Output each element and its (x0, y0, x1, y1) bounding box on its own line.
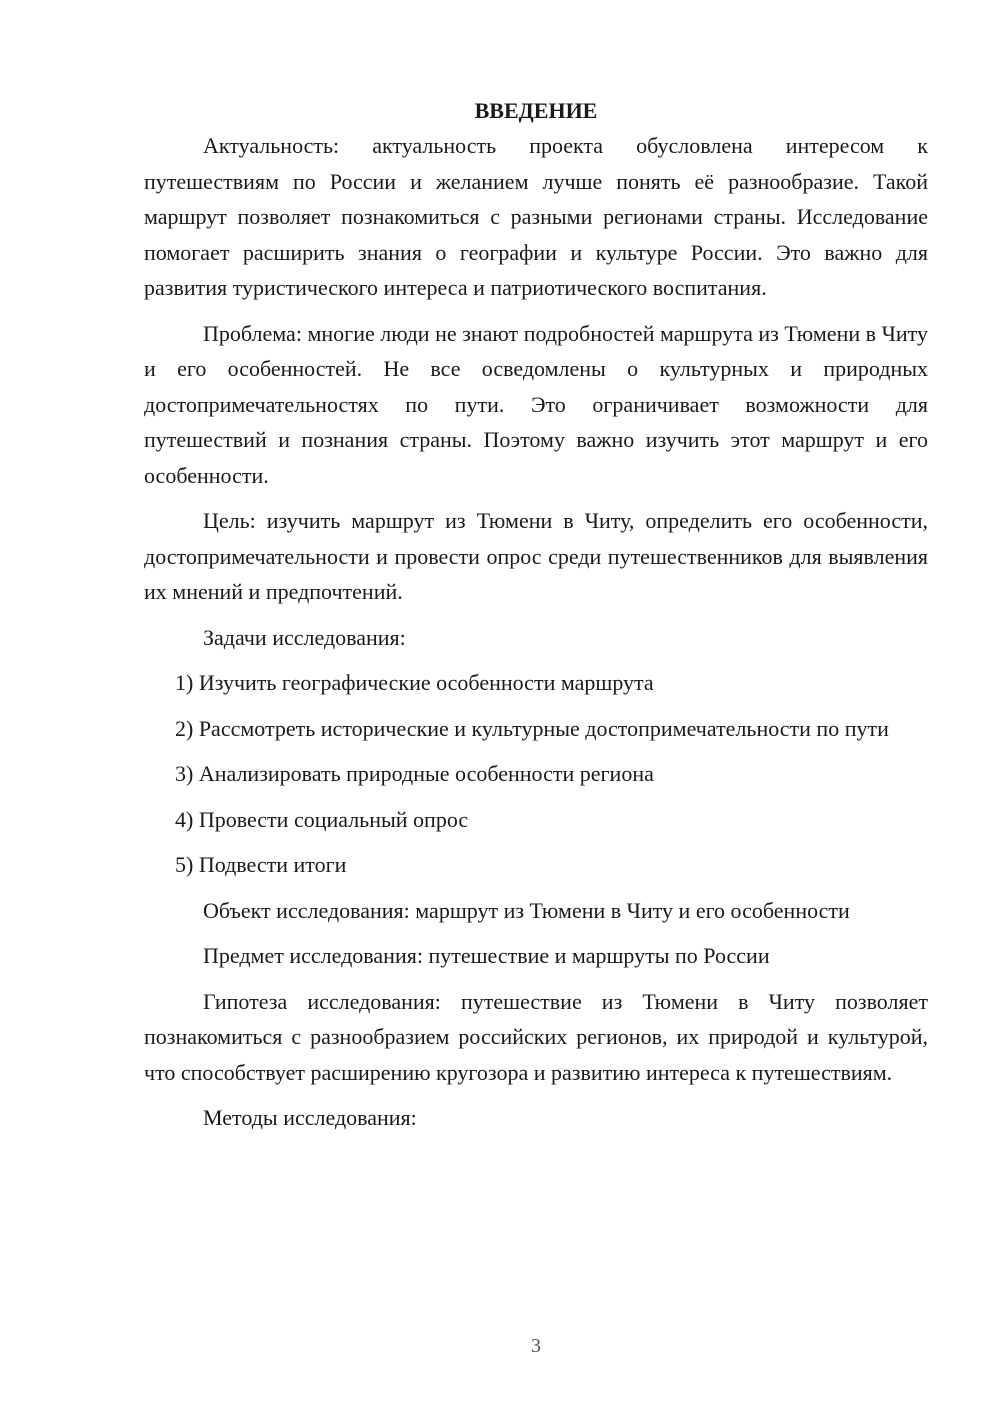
task-item: 4) Провести социальный опрос (175, 806, 469, 832)
task-item: 2) Рассмотреть исторические и культурные достопримечательности по пути (175, 715, 889, 741)
tasks-heading: Задачи исследования: (203, 624, 406, 650)
paragraph-problem: Проблема: многие люди не знают подробностей маршрута из Тюмени в Читу и его особенностей. Не все осведомлены о культурных и природных достопримечательностях по пути. Это ограничивает возможности для путешествий и познания страны. Поэтому важно изучить этот маршрут и его особенности. (144, 320, 928, 488)
page-title: ВВЕДЕНИЕ (474, 98, 598, 123)
task-item: 5) Подвести итоги (175, 852, 347, 877)
paragraph-object: Объект исследования: маршрут из Тюмени в Читу и его особенности (203, 897, 850, 923)
paragraph-relevance: Актуальность: актуальность проекта обусловлена интересом к путешествиям по России и желанием лучше понять её разнообразие. Такой маршрут позволяет познакомиться с разными регионами страны. Исследование помогает расширить знания о географии и культуре России. Это важно для развития туристического интереса и патриотического воспитания. (144, 133, 928, 300)
methods-heading: Методы исследования: (203, 1105, 417, 1130)
page-content (144, 93, 928, 1136)
paragraph-hypothesis: Гипотеза исследования: путешествие из Тюмени в Читу позволяет познакомиться с разнообразием российских регионов, их природой и культурой, что способствует расширению кругозора и развитию интереса к путешествиям. (144, 988, 928, 1085)
page-number: 3 (531, 1335, 541, 1357)
paragraph-subject: Предмет исследования: путешествие и маршруты по России (203, 943, 770, 968)
task-item: 3) Анализировать природные особенности региона (175, 761, 654, 786)
paragraph-goal: Цель: изучить маршрут из Тюмени в Читу, определить его особенности, достопримечательности и провести опрос среди путешественников для выявления их мнений и предпочтений. (144, 508, 928, 604)
task-item: 1) Изучить географические особенности маршрута (175, 670, 654, 695)
